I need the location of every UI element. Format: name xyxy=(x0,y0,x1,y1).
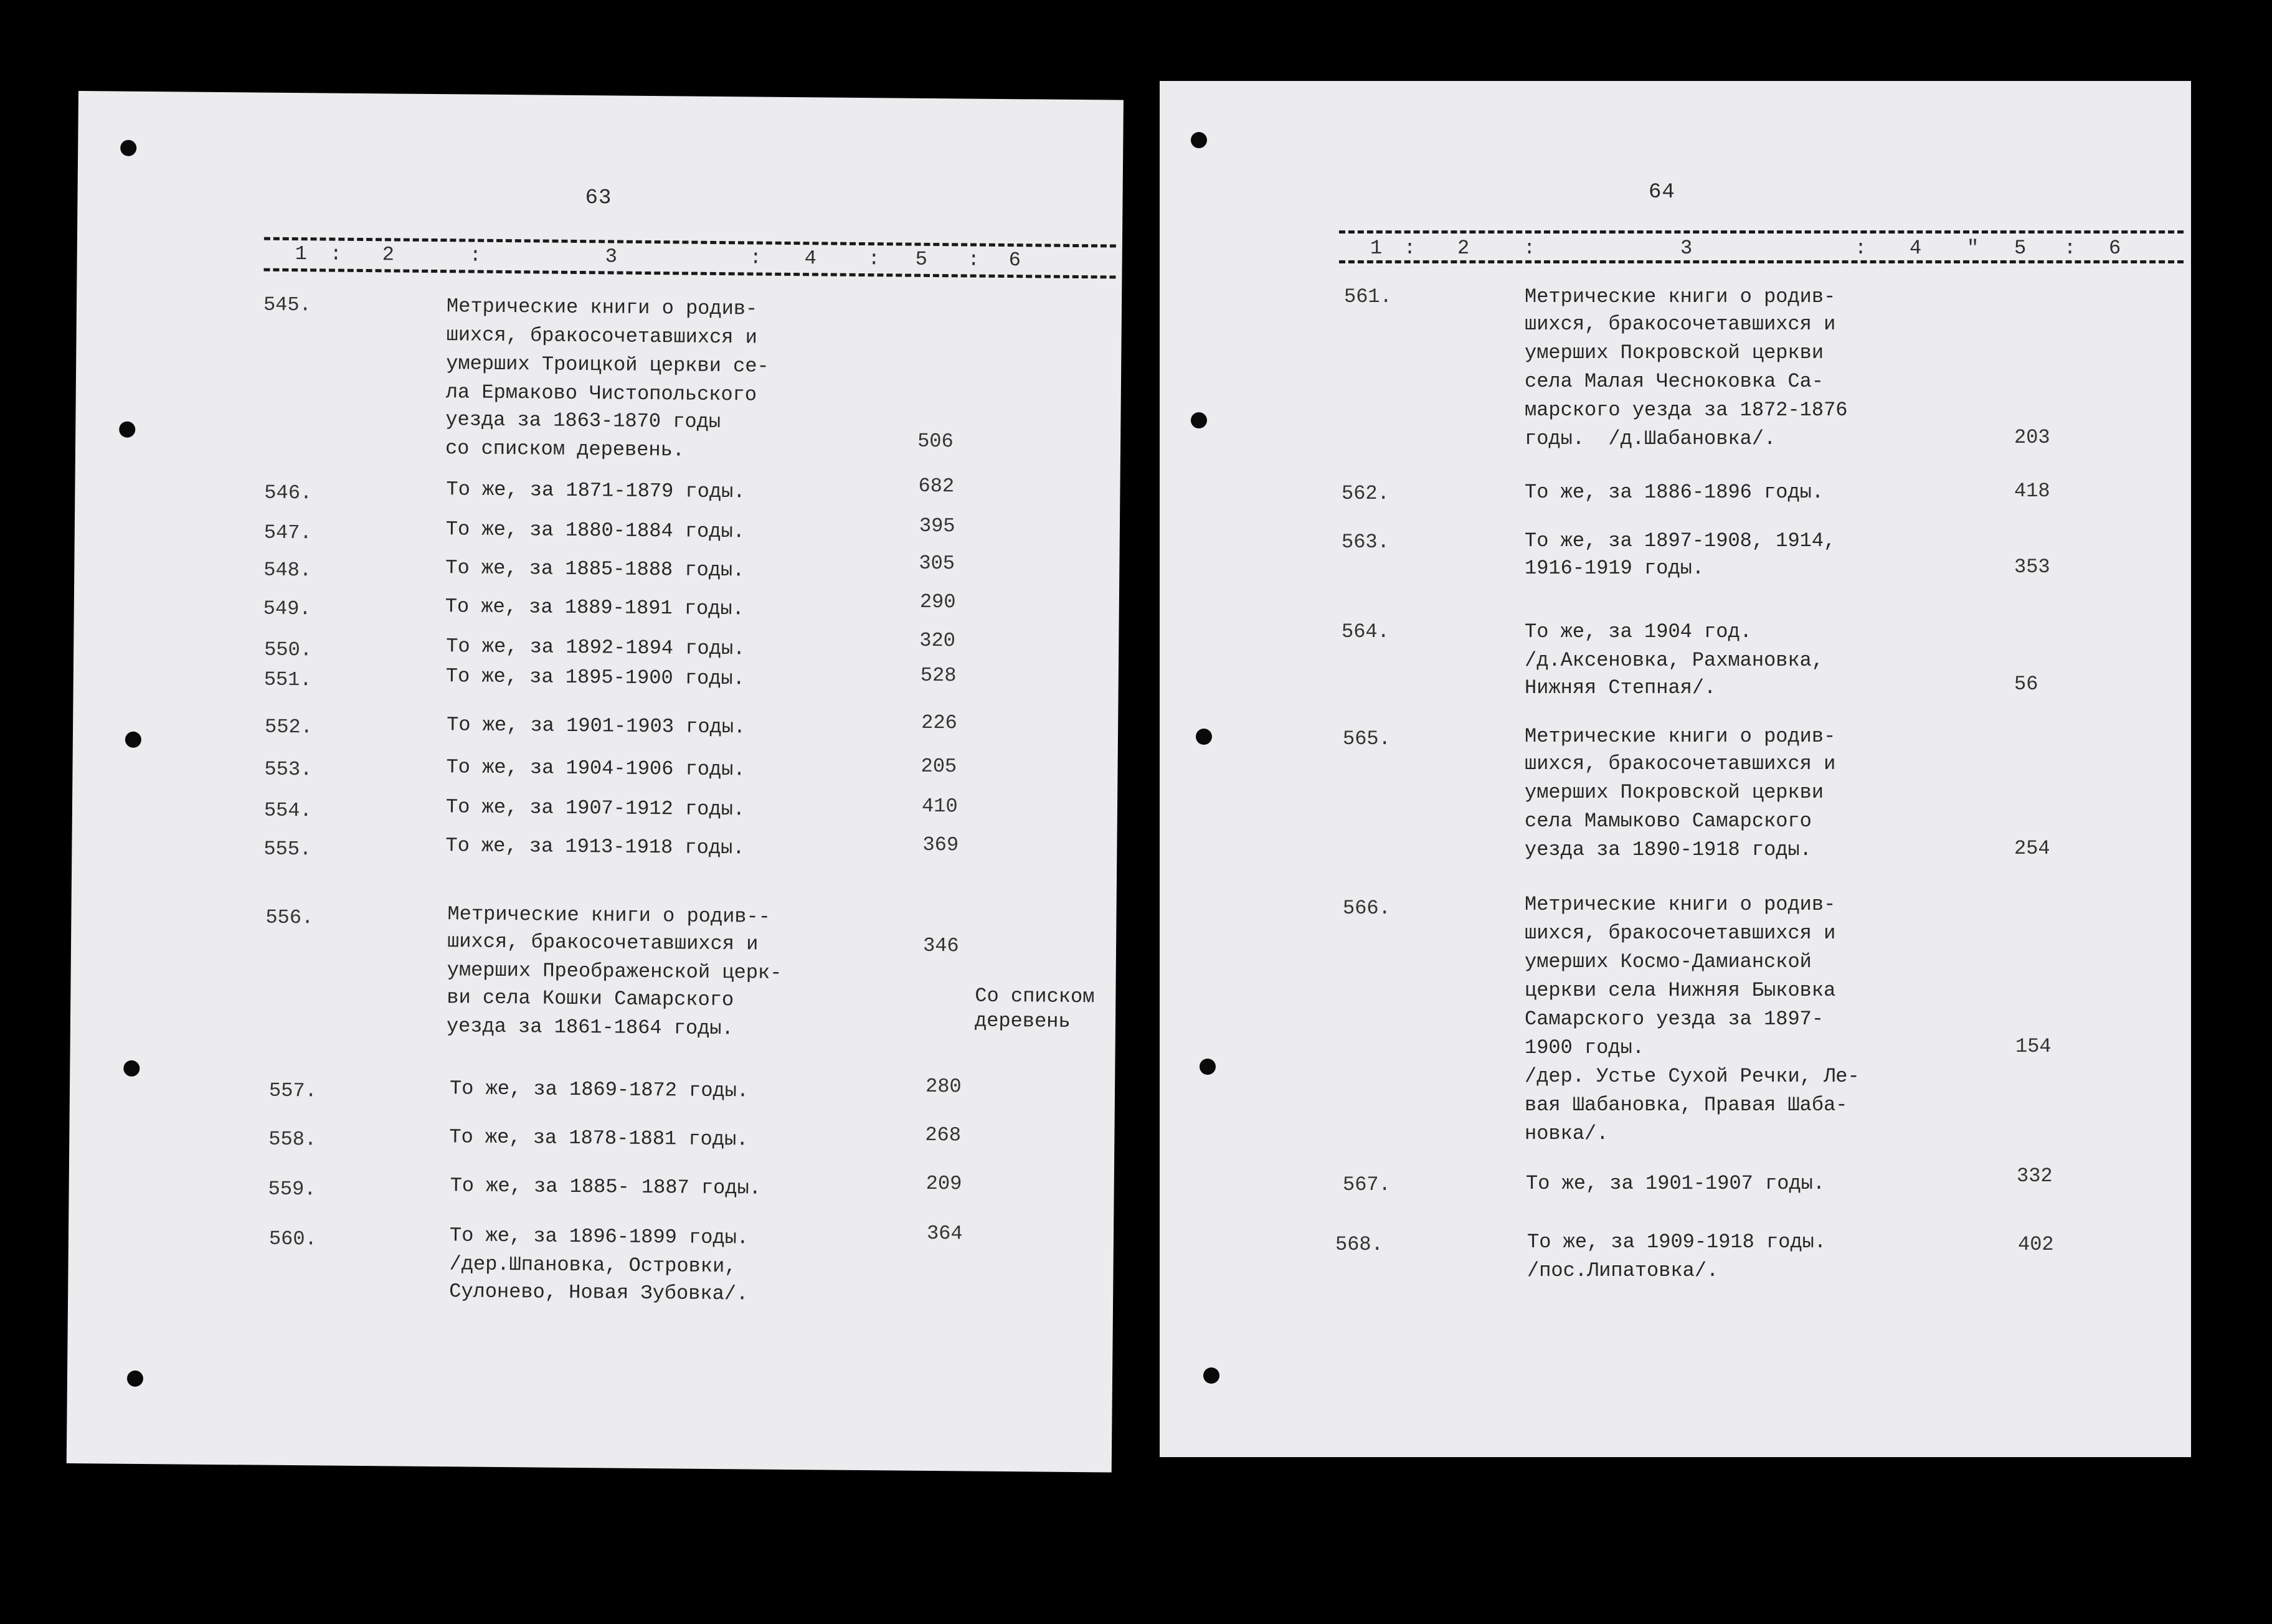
column-number: 5 xyxy=(2014,237,2027,260)
entry-number: 559. xyxy=(268,1177,316,1201)
sheet-count: 154 xyxy=(2015,1035,2052,1058)
column-separator: : xyxy=(469,243,482,267)
entry-title: То же, за 1892-1894 годы. xyxy=(446,635,746,661)
entry-number: 549. xyxy=(263,597,311,621)
punch-hole xyxy=(119,422,135,438)
entry-number: 551. xyxy=(263,668,312,692)
entry-title-line: уезда за 1863-1870 годы xyxy=(445,408,721,434)
column-number: 1 xyxy=(1370,237,1383,260)
entry-title-line: уезда за 1861-1864 годы. xyxy=(446,1014,734,1041)
page-number: 63 xyxy=(585,186,612,210)
entry-title: То же, за 1880-1884 годы. xyxy=(445,517,746,544)
column-separator: " xyxy=(1967,237,1979,260)
punch-hole xyxy=(1200,1059,1216,1075)
entry-number: 557. xyxy=(268,1079,317,1103)
punch-hole xyxy=(127,1371,143,1387)
entry-number: 568. xyxy=(1335,1233,1383,1256)
entry-title-line: умерших Покровской церкви xyxy=(1525,781,1824,804)
entry-number: 550. xyxy=(264,638,313,662)
entry-number: 552. xyxy=(264,715,313,739)
entry-title: То же, за 1907-1912 годы. xyxy=(445,795,746,821)
punch-hole xyxy=(1191,412,1207,428)
entry-title-line: /дер. Устье Сухой Речки, Ле- xyxy=(1525,1065,1860,1088)
entry-number: 562. xyxy=(1342,482,1389,505)
entry-title-line: ла Ермаково Чистопольского xyxy=(445,380,757,407)
entry-title-line: Сулонево, Новая Зубовка/. xyxy=(449,1280,749,1306)
column-separator: : xyxy=(1404,237,1416,260)
entry-title-line: ви села Кошки Самарского xyxy=(447,986,734,1012)
entry-title-line: То же, за 1904 год. xyxy=(1525,620,1752,643)
entry-title-line: Самарского уезда за 1897- xyxy=(1525,1008,1824,1031)
entry-title-line: села Малая Чесноковка Са- xyxy=(1525,370,1824,393)
entry-title-line: годы. /д.Шабановка/. xyxy=(1525,427,1776,450)
entry-title-line: уезда за 1890-1918 годы. xyxy=(1525,838,1812,861)
sheet-count: 528 xyxy=(920,663,957,687)
sheet-count: 320 xyxy=(919,628,956,653)
entry-title: То же, за 1886-1896 годы. xyxy=(1525,481,1824,504)
sheet-count: 364 xyxy=(926,1221,963,1245)
entry-number: 564. xyxy=(1342,620,1389,643)
entry-title-line: шихся, бракосочетавшихся и xyxy=(1525,922,1836,945)
punch-hole xyxy=(1191,132,1207,148)
left-page xyxy=(67,91,1124,1473)
entry-number: 561. xyxy=(1344,285,1392,308)
entry-number: 545. xyxy=(263,293,311,317)
right-page xyxy=(1160,81,2191,1457)
sheet-count: 353 xyxy=(2014,555,2050,578)
entry-title: То же, за 1885-1888 годы. xyxy=(445,556,745,582)
entry-title-line: /дер.Шпановка, Островки, xyxy=(449,1252,737,1278)
entry-title-line: со списком деревень. xyxy=(445,437,685,462)
table-rule xyxy=(1339,230,2184,234)
entry-title-line: 1900 годы. xyxy=(1525,1036,1645,1059)
column-number: 6 xyxy=(1008,248,1021,272)
entry-title-line: /д.Аксеновка, Рахмановка, xyxy=(1525,649,1824,672)
entry-title-line: новка/. xyxy=(1525,1122,1609,1145)
column-separator: : xyxy=(1523,237,1536,260)
entry-title-line: То же, за 1909-1918 годы. xyxy=(1527,1230,1827,1253)
entry-title: То же, за 1904-1906 годы. xyxy=(446,755,746,781)
punch-hole xyxy=(125,732,141,748)
entry-number: 567. xyxy=(1343,1173,1391,1196)
punch-hole xyxy=(123,1060,140,1077)
entry-title: То же, за 1871-1879 годы. xyxy=(446,478,746,504)
punch-hole xyxy=(120,140,136,156)
column-separator: : xyxy=(868,247,881,271)
column-number: 3 xyxy=(605,245,618,268)
entry-title-line: умерших Преображенской церк- xyxy=(447,958,782,984)
entry-title-line: Нижняя Степная/. xyxy=(1525,676,1716,699)
column-separator: : xyxy=(749,246,762,270)
column-number: 4 xyxy=(1910,237,1922,260)
entry-note: деревень xyxy=(974,1009,1071,1033)
entry-title-line: /пос.Липатовка/. xyxy=(1527,1259,1719,1282)
entry-title: То же, за 1885- 1887 годы. xyxy=(450,1174,762,1200)
entry-title: То же, за 1901-1907 годы. xyxy=(1526,1172,1825,1195)
entry-title-line: шихся, бракосочетавшихся и xyxy=(1525,313,1836,336)
entry-title-line: вая Шабановка, Правая Шаба- xyxy=(1525,1093,1848,1116)
entry-title-line: Метрические книги о родив- xyxy=(1525,285,1836,308)
entry-number: 565. xyxy=(1343,727,1391,750)
entry-title: То же, за 1901-1903 годы. xyxy=(446,713,746,739)
sheet-count: 332 xyxy=(2017,1164,2053,1187)
column-separator: : xyxy=(329,242,343,266)
column-number: 6 xyxy=(2109,237,2121,260)
sheet-count: 226 xyxy=(921,710,957,735)
entry-number: 548. xyxy=(263,558,312,582)
entry-note: Со списком xyxy=(975,984,1095,1009)
sheet-count: 410 xyxy=(921,794,958,818)
entry-title-line: умерших Космо-Дамианской xyxy=(1525,950,1812,973)
entry-number: 560. xyxy=(268,1227,317,1251)
entry-title: То же, за 1878-1881 годы. xyxy=(449,1125,749,1151)
entry-title-line: Метрические книги о родив-- xyxy=(447,902,771,928)
entry-title-line: 1916-1919 годы. xyxy=(1525,557,1705,580)
entry-title-line: Метрические книги о родив- xyxy=(1525,893,1836,916)
column-number: 3 xyxy=(1680,237,1693,260)
entry-title-line: То же, за 1897-1908, 1914, xyxy=(1525,529,1836,552)
sheet-count: 682 xyxy=(918,474,955,498)
entry-number: 554. xyxy=(263,798,312,823)
entry-title: То же, за 1869-1872 годы. xyxy=(449,1077,749,1103)
entry-title: То же, за 1895-1900 годы. xyxy=(445,664,746,691)
entry-title: То же, за 1889-1891 годы. xyxy=(445,595,745,621)
entry-title-line: Метрические книги о родив- xyxy=(1525,725,1836,748)
sheet-count: 205 xyxy=(921,754,957,778)
column-number: 1 xyxy=(295,242,308,266)
sheet-count: 203 xyxy=(2014,426,2050,449)
sheet-count: 290 xyxy=(919,590,956,614)
sheet-count: 402 xyxy=(2018,1233,2054,1256)
entry-title-line: марского уезда за 1872-1876 xyxy=(1525,399,1848,422)
entry-title-line: шихся, бракосочетавшихся и xyxy=(1525,752,1836,775)
column-separator: : xyxy=(967,248,980,271)
sheet-count: 268 xyxy=(925,1123,962,1147)
column-separator: : xyxy=(2064,237,2076,260)
entry-title-line: шихся, бракосочетавшихся и xyxy=(447,930,759,956)
page-number: 64 xyxy=(1649,181,1675,204)
entry-number: 566. xyxy=(1343,897,1391,920)
sheet-count: 254 xyxy=(2014,837,2050,860)
column-number: 2 xyxy=(1457,237,1470,260)
entry-number: 563. xyxy=(1342,531,1389,554)
entry-title-line: церкви села Нижняя Быковка xyxy=(1525,979,1836,1002)
entry-number: 553. xyxy=(264,757,313,781)
sheet-count: 369 xyxy=(922,833,959,857)
entry-title-line: умерших Покровской церкви xyxy=(1525,341,1824,364)
entry-number: 555. xyxy=(263,837,312,861)
table-rule xyxy=(1339,260,2184,263)
column-number: 4 xyxy=(804,247,817,270)
column-separator: : xyxy=(1855,237,1867,260)
entry-title-line: шихся, бракосочетавшихся и xyxy=(446,323,758,349)
table-rule xyxy=(263,268,1115,279)
sheet-count: 209 xyxy=(925,1171,962,1196)
entry-number: 546. xyxy=(264,481,313,505)
column-number: 5 xyxy=(915,247,928,271)
entry-title-line: умерших Троицкой церкви се- xyxy=(446,352,769,378)
sheet-count: 305 xyxy=(919,551,955,575)
punch-hole xyxy=(1203,1367,1219,1384)
entry-title-line: Метрические книги о родив- xyxy=(446,295,758,321)
entry-title: То же, за 1913-1918 годы. xyxy=(445,834,745,860)
entry-title-line: села Мамыково Самарского xyxy=(1525,810,1812,833)
punch-hole xyxy=(1196,729,1212,745)
sheet-count: 346 xyxy=(922,933,959,958)
sheet-count: 506 xyxy=(917,429,954,453)
sheet-count: 280 xyxy=(925,1074,962,1098)
column-number: 2 xyxy=(382,243,395,267)
entry-number: 556. xyxy=(265,905,314,930)
entry-number: 558. xyxy=(268,1127,317,1151)
sheet-count: 418 xyxy=(2014,479,2050,503)
sheet-count: 56 xyxy=(2014,673,2038,696)
sheet-count: 395 xyxy=(919,514,955,538)
entry-title-line: То же, за 1896-1899 годы. xyxy=(449,1224,749,1250)
entry-number: 547. xyxy=(263,521,312,545)
